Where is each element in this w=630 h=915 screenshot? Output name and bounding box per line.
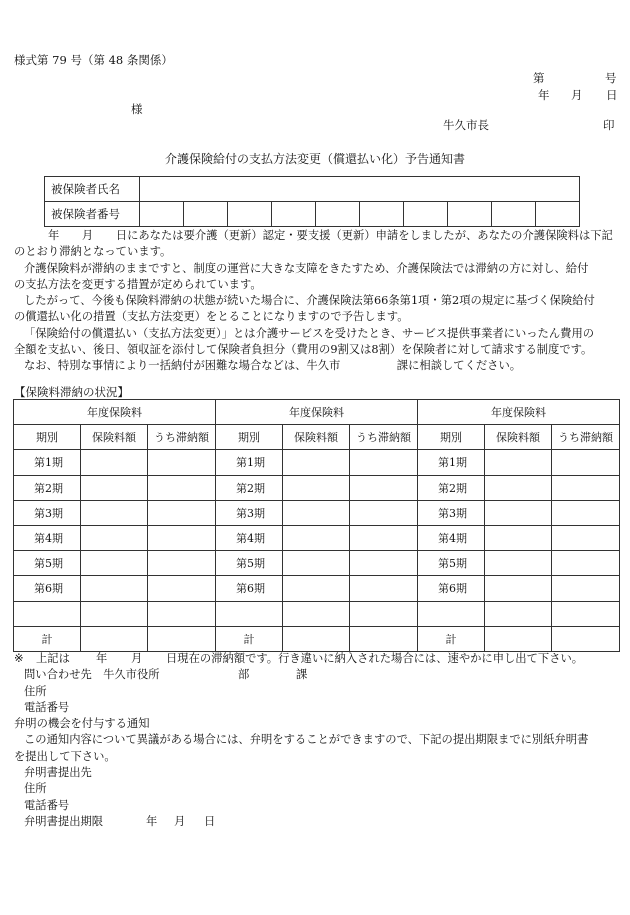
arrears-header: うち滞納額 bbox=[350, 425, 418, 450]
arrears-cell bbox=[552, 551, 620, 576]
table-row bbox=[14, 475, 620, 500]
number-digit-cell bbox=[404, 202, 448, 227]
period-cell: 第3期 bbox=[216, 500, 283, 525]
section-title: 【保険料滞納の状況】 bbox=[14, 385, 129, 399]
amount-cell bbox=[283, 576, 350, 601]
date-day: 日 bbox=[606, 88, 618, 102]
arrears-cell bbox=[350, 576, 418, 601]
arrears-cell bbox=[148, 551, 216, 576]
number-digit-cell bbox=[140, 202, 184, 227]
form-number: 様式第 79 号（第 48 条関係） bbox=[14, 53, 173, 67]
amount-cell bbox=[81, 525, 148, 550]
period-cell: 第2期 bbox=[14, 475, 81, 500]
document-number bbox=[533, 70, 617, 86]
amount-cell bbox=[485, 525, 552, 550]
submit-address: 住所 bbox=[24, 782, 47, 796]
period-header: 期別 bbox=[14, 425, 81, 450]
period-cell: 第4期 bbox=[418, 525, 485, 550]
period-cell: 第3期 bbox=[418, 500, 485, 525]
opportunity-text-b: を提出して下さい。 bbox=[14, 749, 116, 763]
table-row bbox=[14, 525, 620, 550]
period-cell: 第5期 bbox=[216, 551, 283, 576]
mayor-title: 牛久市長 bbox=[443, 118, 489, 132]
period-cell: 第2期 bbox=[216, 475, 283, 500]
amount-cell bbox=[485, 500, 552, 525]
amount-cell bbox=[81, 500, 148, 525]
arrears-header: うち滞納額 bbox=[148, 425, 216, 450]
body-paragraph-5: なお、特別な事情により一括納付が困難な場合などは、牛久市 課に相談してください。 bbox=[24, 359, 522, 373]
number-digit-cell bbox=[448, 202, 492, 227]
amount-cell bbox=[283, 525, 350, 550]
insured-number-row bbox=[45, 202, 580, 227]
deadline-month: 月 bbox=[174, 814, 186, 828]
amount-cell bbox=[485, 450, 552, 475]
opportunity-text-a: この通知内容について異議がある場合には、弁明をすることができますので、下記の提出期限までに別紙弁明書 bbox=[24, 733, 589, 747]
arrears-cell bbox=[552, 576, 620, 601]
body-paragraph-2a: 介護保険料が滞納のままですと、制度の運営に大きな支障をきたすため、介護保険法では滞納の方に対し、給付 bbox=[24, 261, 589, 275]
number-digit-cell bbox=[492, 202, 536, 227]
period-cell: 第6期 bbox=[418, 576, 485, 601]
period-cell bbox=[418, 601, 485, 626]
amount-cell bbox=[283, 500, 350, 525]
number-digit-cell bbox=[536, 202, 580, 227]
note-month: 月 bbox=[131, 652, 143, 665]
date-year: 年 bbox=[538, 88, 550, 102]
body-paragraph-3b: の償還払い化の措置（支払方法変更）をとることになりますので予告します。 bbox=[14, 310, 409, 324]
body-paragraph-4a: 「保険給付の償還払い（支払方法変更）」とは介護サービスを受けたとき、サービス提供事業者にいったん費用の bbox=[24, 326, 595, 340]
total-amount-cell bbox=[283, 626, 350, 651]
total-arrears-cell bbox=[148, 626, 216, 651]
insured-name-field bbox=[140, 177, 580, 202]
deadline-label: 弁明書提出期限 bbox=[24, 814, 104, 828]
arrears-cell bbox=[148, 576, 216, 601]
period-cell: 第4期 bbox=[14, 525, 81, 550]
total-arrears-cell bbox=[552, 626, 620, 651]
year-header-row bbox=[14, 400, 620, 425]
arrears-table bbox=[13, 399, 620, 652]
year-header: 年度保険料 bbox=[216, 400, 418, 425]
period-cell: 第1期 bbox=[418, 450, 485, 475]
amount-header: 保険料額 bbox=[283, 425, 350, 450]
number-prefix: 第 bbox=[533, 71, 545, 85]
period-cell bbox=[14, 601, 81, 626]
period-cell: 第5期 bbox=[14, 551, 81, 576]
period-cell: 第3期 bbox=[14, 500, 81, 525]
amount-cell bbox=[485, 551, 552, 576]
period-cell: 第2期 bbox=[418, 475, 485, 500]
number-suffix: 号 bbox=[605, 71, 617, 85]
contact-address: 住所 bbox=[24, 684, 47, 698]
amount-cell bbox=[283, 450, 350, 475]
table-row bbox=[14, 576, 620, 601]
note-current-date bbox=[14, 651, 588, 667]
total-label: 計 bbox=[216, 626, 283, 651]
arrears-cell bbox=[552, 525, 620, 550]
arrears-header: うち滞納額 bbox=[552, 425, 620, 450]
column-header-row bbox=[14, 425, 620, 450]
insured-name-row bbox=[45, 177, 580, 202]
total-label: 計 bbox=[14, 626, 81, 651]
arrears-cell bbox=[350, 475, 418, 500]
arrears-cell bbox=[350, 450, 418, 475]
table-row bbox=[14, 601, 620, 626]
amount-header: 保険料額 bbox=[81, 425, 148, 450]
amount-cell bbox=[81, 475, 148, 500]
amount-cell bbox=[283, 601, 350, 626]
seal-mark: 印 bbox=[603, 118, 615, 132]
arrears-cell bbox=[350, 551, 418, 576]
amount-cell bbox=[485, 601, 552, 626]
opportunity-title: 弁明の機会を付与する通知 bbox=[14, 717, 150, 731]
total-row bbox=[14, 626, 620, 651]
amount-cell bbox=[283, 551, 350, 576]
amount-cell bbox=[81, 551, 148, 576]
period-cell: 第1期 bbox=[14, 450, 81, 475]
amount-cell bbox=[81, 576, 148, 601]
number-digit-cell bbox=[184, 202, 228, 227]
period-cell: 第6期 bbox=[14, 576, 81, 601]
arrears-cell bbox=[148, 475, 216, 500]
contact-office: 問い合わせ先 牛久市役所 bbox=[24, 668, 160, 682]
contact-phone: 電話番号 bbox=[24, 700, 70, 714]
period-cell: 第6期 bbox=[216, 576, 283, 601]
deadline-day: 日 bbox=[204, 814, 216, 828]
insured-number-label: 被保険者番号 bbox=[45, 202, 140, 227]
contact-department: 部 bbox=[238, 668, 250, 682]
arrears-cell bbox=[350, 525, 418, 550]
number-digit-cell bbox=[228, 202, 272, 227]
notes-block bbox=[14, 651, 588, 830]
arrears-cell bbox=[148, 601, 216, 626]
number-digit-cell bbox=[272, 202, 316, 227]
arrears-cell bbox=[148, 450, 216, 475]
body-paragraph-4b: 全額を支払い、後日、領収証を添付して保険者負担分（費用の9割又は8割）を保険者に対して請求する制度です。 bbox=[14, 343, 593, 357]
arrears-cell bbox=[552, 500, 620, 525]
amount-header: 保険料額 bbox=[485, 425, 552, 450]
body-paragraph-2b: の支払方法を変更する措置が定められています。 bbox=[14, 277, 262, 291]
table-row bbox=[14, 450, 620, 475]
addressee-honorific: 様 bbox=[131, 102, 143, 116]
period-cell bbox=[216, 601, 283, 626]
body-paragraph-1a: 年 月 日にあなたは要介護（更新）認定・要支援（更新）申請をしましたが、あなたの介護保険料は下記 bbox=[48, 229, 613, 242]
table-row bbox=[14, 551, 620, 576]
table-row bbox=[14, 500, 620, 525]
arrears-cell bbox=[552, 475, 620, 500]
period-header: 期別 bbox=[216, 425, 283, 450]
arrears-cell bbox=[350, 601, 418, 626]
arrears-cell bbox=[552, 601, 620, 626]
number-digit-cell bbox=[316, 202, 360, 227]
arrears-cell bbox=[148, 525, 216, 550]
arrears-cell bbox=[350, 500, 418, 525]
insured-info-table bbox=[44, 176, 580, 227]
year-header: 年度保険料 bbox=[14, 400, 216, 425]
arrears-cell bbox=[148, 500, 216, 525]
total-arrears-cell bbox=[350, 626, 418, 651]
note-post: 日現在の滞納額です。行き違いに納入された場合には、速やかに申し出て下さい。 bbox=[166, 652, 584, 665]
total-amount-cell bbox=[485, 626, 552, 651]
body-paragraph-1b: のとおり滞納となっています。 bbox=[14, 245, 172, 259]
amount-cell bbox=[485, 475, 552, 500]
arrears-cell bbox=[552, 450, 620, 475]
note-pre: 上記は bbox=[36, 652, 70, 665]
period-header: 期別 bbox=[418, 425, 485, 450]
amount-cell bbox=[283, 475, 350, 500]
submit-to: 弁明書提出先 bbox=[24, 766, 92, 780]
total-label: 計 bbox=[418, 626, 485, 651]
submit-deadline bbox=[14, 814, 588, 830]
note-year: 年 bbox=[96, 652, 108, 665]
submit-phone: 電話番号 bbox=[24, 798, 70, 812]
period-cell: 第5期 bbox=[418, 551, 485, 576]
period-cell: 第1期 bbox=[216, 450, 283, 475]
year-header: 年度保険料 bbox=[418, 400, 620, 425]
document-title: 介護保険給付の支払方法変更（償還払い化）予告通知書 bbox=[164, 152, 465, 166]
amount-cell bbox=[81, 450, 148, 475]
asterisk-mark: ※ bbox=[14, 652, 24, 665]
body-paragraph-3a: したがって、今後も保険料滞納の状態が続いた場合に、介護保険法第66条第1項・第2項の規定に基づく保険給付 bbox=[24, 294, 595, 308]
period-cell: 第4期 bbox=[216, 525, 283, 550]
deadline-year: 年 bbox=[146, 814, 158, 828]
amount-cell bbox=[485, 576, 552, 601]
date-month: 月 bbox=[571, 88, 583, 102]
total-amount-cell bbox=[81, 626, 148, 651]
number-digit-cell bbox=[360, 202, 404, 227]
notice-body bbox=[14, 228, 619, 375]
contact-section: 課 bbox=[296, 668, 308, 682]
contact-line bbox=[14, 667, 588, 683]
amount-cell bbox=[81, 601, 148, 626]
insured-name-label: 被保険者氏名 bbox=[45, 177, 140, 202]
